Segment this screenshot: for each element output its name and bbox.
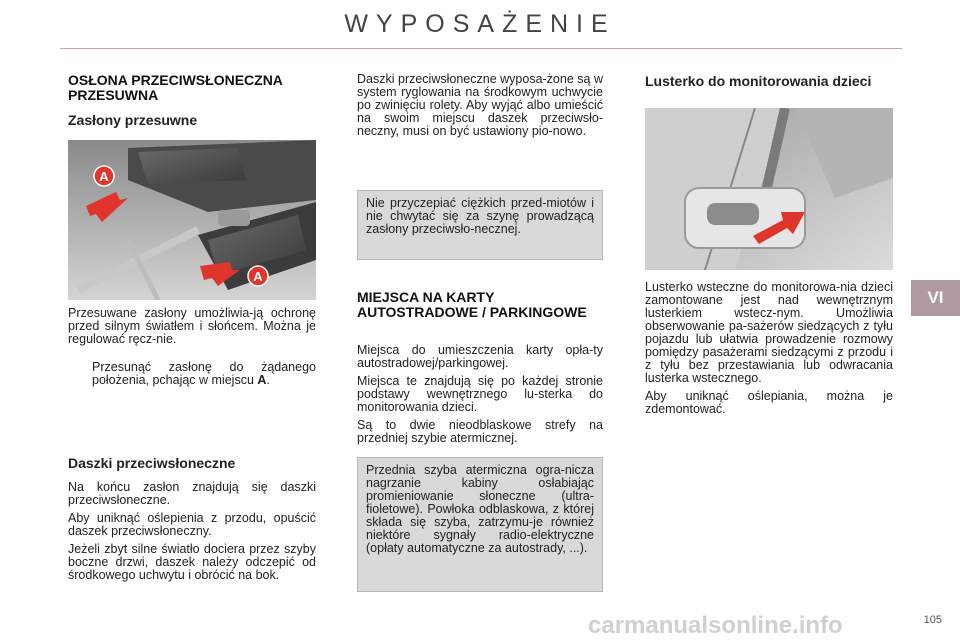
title-divider bbox=[60, 48, 902, 49]
visor-locking-text: Daszki przeciwsłoneczne wyposa-żone są w system ryglowania na środkowym uchwycie po zwinięciu rolety. Aby wyjąć albo umieścić na swoim miejscu daszek przeciwsło-neczny, musi on być ustawiony pio-nowo. bbox=[357, 72, 603, 138]
child-mirror-para-1: Lusterko wsteczne do monitorowa-nia dzieci zamontowane jest nad wewnętrznym lusterkiem wstecz-nym. Umożliwia obserwowanie pa-sażerów siedzących z tyłu pojazdu lub ułatwia prowadzenie rozmowy pomiędzy pasażerami siedzącymi z przodu i z tyłu bez przestawiania lub odwracania lusterka wstecznego. bbox=[645, 280, 893, 385]
visors-text bbox=[68, 481, 316, 582]
warning-note-box bbox=[357, 190, 603, 260]
watermark-text: carmanualsonline.info bbox=[588, 612, 843, 639]
page-title: WYPOSAŻENIE bbox=[344, 10, 616, 38]
child-mirror-illustration bbox=[645, 108, 893, 270]
marker-a-bottom: A bbox=[253, 269, 263, 284]
toll-cards-text bbox=[357, 344, 603, 445]
visors-subheading: Daszki przeciwsłoneczne bbox=[68, 455, 236, 471]
visors-para-3: Jeżeli zbyt silne światło dociera przez szyby boczne drzwi, daszek należy odczepić od środkowego uchwytu i obrócić na bok. bbox=[68, 542, 316, 582]
sliding-blinds-subheading: Zasłony przesuwne bbox=[68, 112, 198, 128]
sun-blind-heading: OSŁONA PRZECIWSŁONECZNA PRZESUWNA bbox=[68, 72, 283, 103]
toll-cards-para-1: Miejsca do umieszczenia karty opła-ty autostradowej/parkingowej. bbox=[357, 343, 603, 370]
child-mirror-heading: Lusterko do monitorowania dzieci bbox=[645, 73, 872, 89]
visors-para-1: Na końcu zasłon znajdują się daszki przeciwsłoneczne. bbox=[68, 480, 316, 507]
athermic-windscreen-note-text: Przednia szyba atermiczna ogra-nicza nagrzanie kabiny osłabiając promieniowanie słoneczne (ultra-fioletowe). Powłoka odblaskowa, z której składa się szyba, zatrzymu-je również niektóre sygnały radio-elektryczne (opłaty automatyczne za autostrady, ...). bbox=[366, 463, 594, 555]
page-number: 105 bbox=[923, 614, 942, 626]
warning-note-text: Nie przyczepiać ciężkich przed-miotów i nie chwytać się za szynę prowadzącą zasłony przeciwsło-necznej. bbox=[366, 196, 594, 236]
athermic-windscreen-note-box bbox=[357, 457, 603, 592]
toll-cards-para-2: Miejsca te znajdują się po każdej stronie podstawy wewnętrznego lu-sterka do monitorowania dzieci. bbox=[357, 374, 603, 414]
child-mirror-text bbox=[645, 281, 893, 416]
visors-para-2: Aby uniknąć oślepienia z przodu, opuścić daszek przeciwsłoneczny. bbox=[68, 511, 316, 538]
bullet-instruction: Przesunąć zasłonę do żądanego położenia, pchając w miejscu A. bbox=[92, 360, 316, 387]
marker-a-top: A bbox=[99, 169, 109, 184]
toll-cards-heading: MIEJSCA NA KARTY AUTOSTRADOWE / PARKINGOWE bbox=[357, 289, 587, 320]
sliding-blinds-description: Przesuwane zasłony umożliwia-ją ochronę przed silnym światłem i słońcem. Można je regulować ręcz-nie. bbox=[68, 306, 316, 346]
bullet-text: Przesunąć zasłonę do żądanego położenia, pchając w miejscu bbox=[92, 360, 316, 387]
sliding-blinds-illustration bbox=[68, 140, 316, 300]
child-mirror-para-2: Aby uniknąć oślepiania, można je zdemontować. bbox=[645, 389, 893, 416]
chapter-tab: VI bbox=[911, 280, 960, 316]
bullet-bold-a: A bbox=[257, 373, 267, 387]
toll-cards-para-3: Są to dwie nieodblaskowe strefy na przedniej szybie atermicznej. bbox=[357, 418, 603, 445]
